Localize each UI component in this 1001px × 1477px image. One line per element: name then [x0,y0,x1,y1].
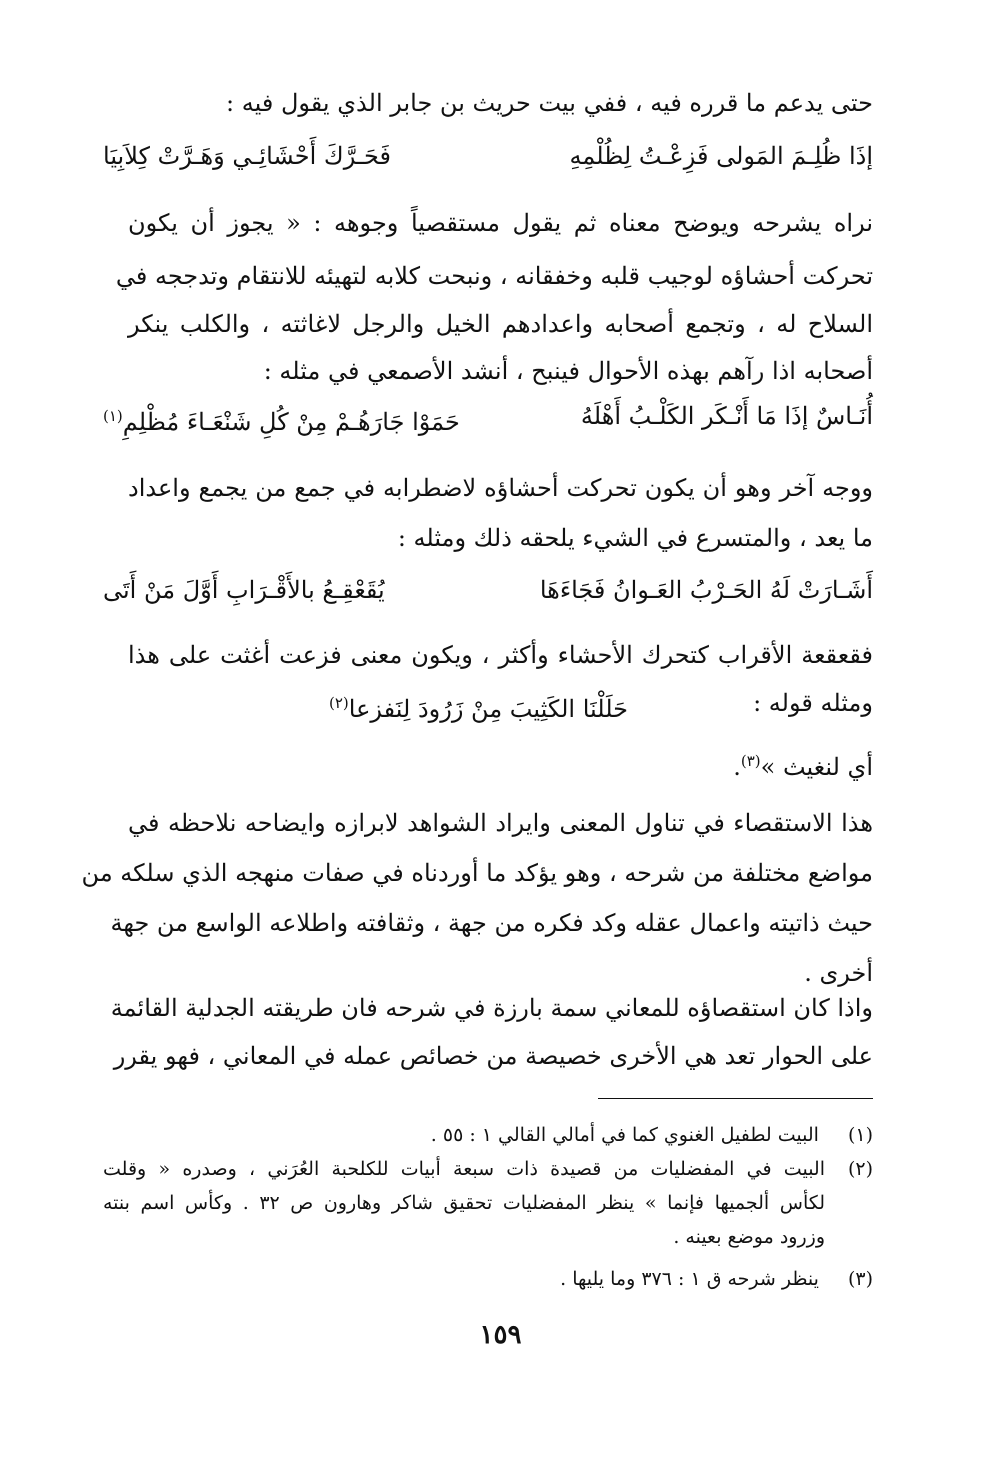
verse-3-first-hemistich: أَشَـارَتْ لَهُ الحَـرْبُ العَـوانُ فَجَاءَهَا [539,576,873,604]
quoted-hemistich [329,680,628,732]
quoted-hemistich-text: حَلَلْنَا الكَثِيبَ مِنْ زَرُودَ لِنَفزعا [348,695,628,723]
verse-2 [103,393,873,439]
body-line-1: حتى يدعم ما قرره فيه ، ففي بيت حريث بن جابر الذي يقول فيه : [226,89,873,117]
body-line-3: تحركت أحشاؤه لوجيب قلبه وخفقانه ، ونبحت كلابه لتهيئه للانتقام وتدججه في [115,262,873,290]
body-line-11: هذا الاستقصاء في تناول المعنى وايراد الشواهد لابرازه وايضاحه نلاحظه في [128,809,873,837]
footnote-3-text: ينظر شرحه ق ١ : ٣٧٦ وما يليها . [560,1268,819,1290]
body-line-7: ما يعد ، والمتسرع في الشيء يلحقه ذلك ومثله : [397,524,873,552]
footnote-1-text: البيت لطفيل الغنوي كما في أمالي القالي ١ : ٥٥ . [430,1124,819,1146]
footnote-separator [598,1098,873,1099]
body-line-8: فقعقعة الأقراب كتحرك الأحشاء وأكثر ، ويكون معنى فزعت أغثت على هذا [128,641,873,669]
verse-1 [103,133,873,179]
footnote-2-line-1: البيت في المفضليات من قصيدة ذات سبعة أبيات للكلحبة العُرَني ، وصدره « وقلت [103,1158,825,1180]
body-line-13: حيث ذاتيته واعمال عقله وكد فكره من جهة ، وثقافته واطلاعه الواسع من جهة [110,909,873,937]
line-10-text: أي لنغيث » [760,753,873,781]
body-line-16: على الحوار تعد هي الأخرى خصيصة من خصائص عمله في المعاني ، فهو يقرر [113,1042,873,1070]
verse-1-second-hemistich: فَحَـرَّكَ أَحْشَائِـي وَهَـرَّتْ كِلاَبِيَا [103,142,391,170]
body-line-9 [103,680,873,726]
verse-3 [103,567,873,613]
body-line-15: واذا كان استقصاؤه للمعاني سمة بارزة في شرحه فان طريقته الجدلية القائمة [110,994,873,1022]
verse-2-second-text: حَمَوْا جَارَهُـمْ مِنْ كُلِ شَنْعَـاءَ مُظْلِمِ [122,408,460,436]
quoted-lead: ومثله قوله : [753,689,873,717]
page-number: ١٥٩ [479,1320,522,1350]
body-line-12: مواضع مختلفة من شرحه ، وهو يؤكد ما أوردناه في صفات منهجه الذي سلكه من [81,859,873,887]
footnote-2-line-2: لكأس ألجميها فإنما » ينظر المفضليات تحقيق شاكر وهارون ص ٣٢ . وكأس اسم بنته [103,1192,826,1214]
footnote-marker-2: (٢) [328,694,349,712]
body-line-14: أخرى . [804,959,873,987]
line-10-end: . [733,753,741,781]
footnote-1-number: (١) [847,1124,873,1146]
verse-2-second-hemistich [103,393,460,445]
footnote-marker-1: (١) [103,407,123,425]
footnote-2-number: (٢) [847,1158,873,1180]
footnote-3-number: (٣) [847,1268,873,1290]
body-line-10 [128,738,873,790]
footnote-2-line-3: وزرود موضع بعينه . [673,1226,825,1248]
body-line-6: ووجه آخر وهو أن يكون تحركت أحشاؤه لاضطرابه في جمع من يجمع واعداد [128,474,873,502]
body-line-4: السلاح له ، وتجمع أصحابه واعدادهم الخيل والرجل لاغاثته ، والكلب ينكر [128,310,873,338]
body-line-2: نراه يشرحه ويوضح معناه ثم يقول مستقصياً وجوهه : « يجوز أن يكون [128,209,873,237]
verse-3-second-hemistich: يُقَعْقِـعُ بالأَقْـرَابِ أَوَّلَ مَنْ أَتَى [103,576,385,604]
footnote-3 [103,1262,873,1296]
verse-2-first-hemistich: أُنَـاسٌ إذَا مَا أَنْـكَر الكَلْـبُ أَهْلَهُ [580,402,873,430]
body-line-5: أصحابه اذا رآهم بهذه الأحوال فينبح ، أنشد الأصمعي في مثله : [263,357,873,385]
footnote-marker-3: (٣) [740,752,761,770]
footnote-1 [103,1118,873,1152]
verse-1-first-hemistich: إذَا ظُلِـمَ المَولى فَزِعْـتُ لِظُلْمِهِ [569,142,873,170]
